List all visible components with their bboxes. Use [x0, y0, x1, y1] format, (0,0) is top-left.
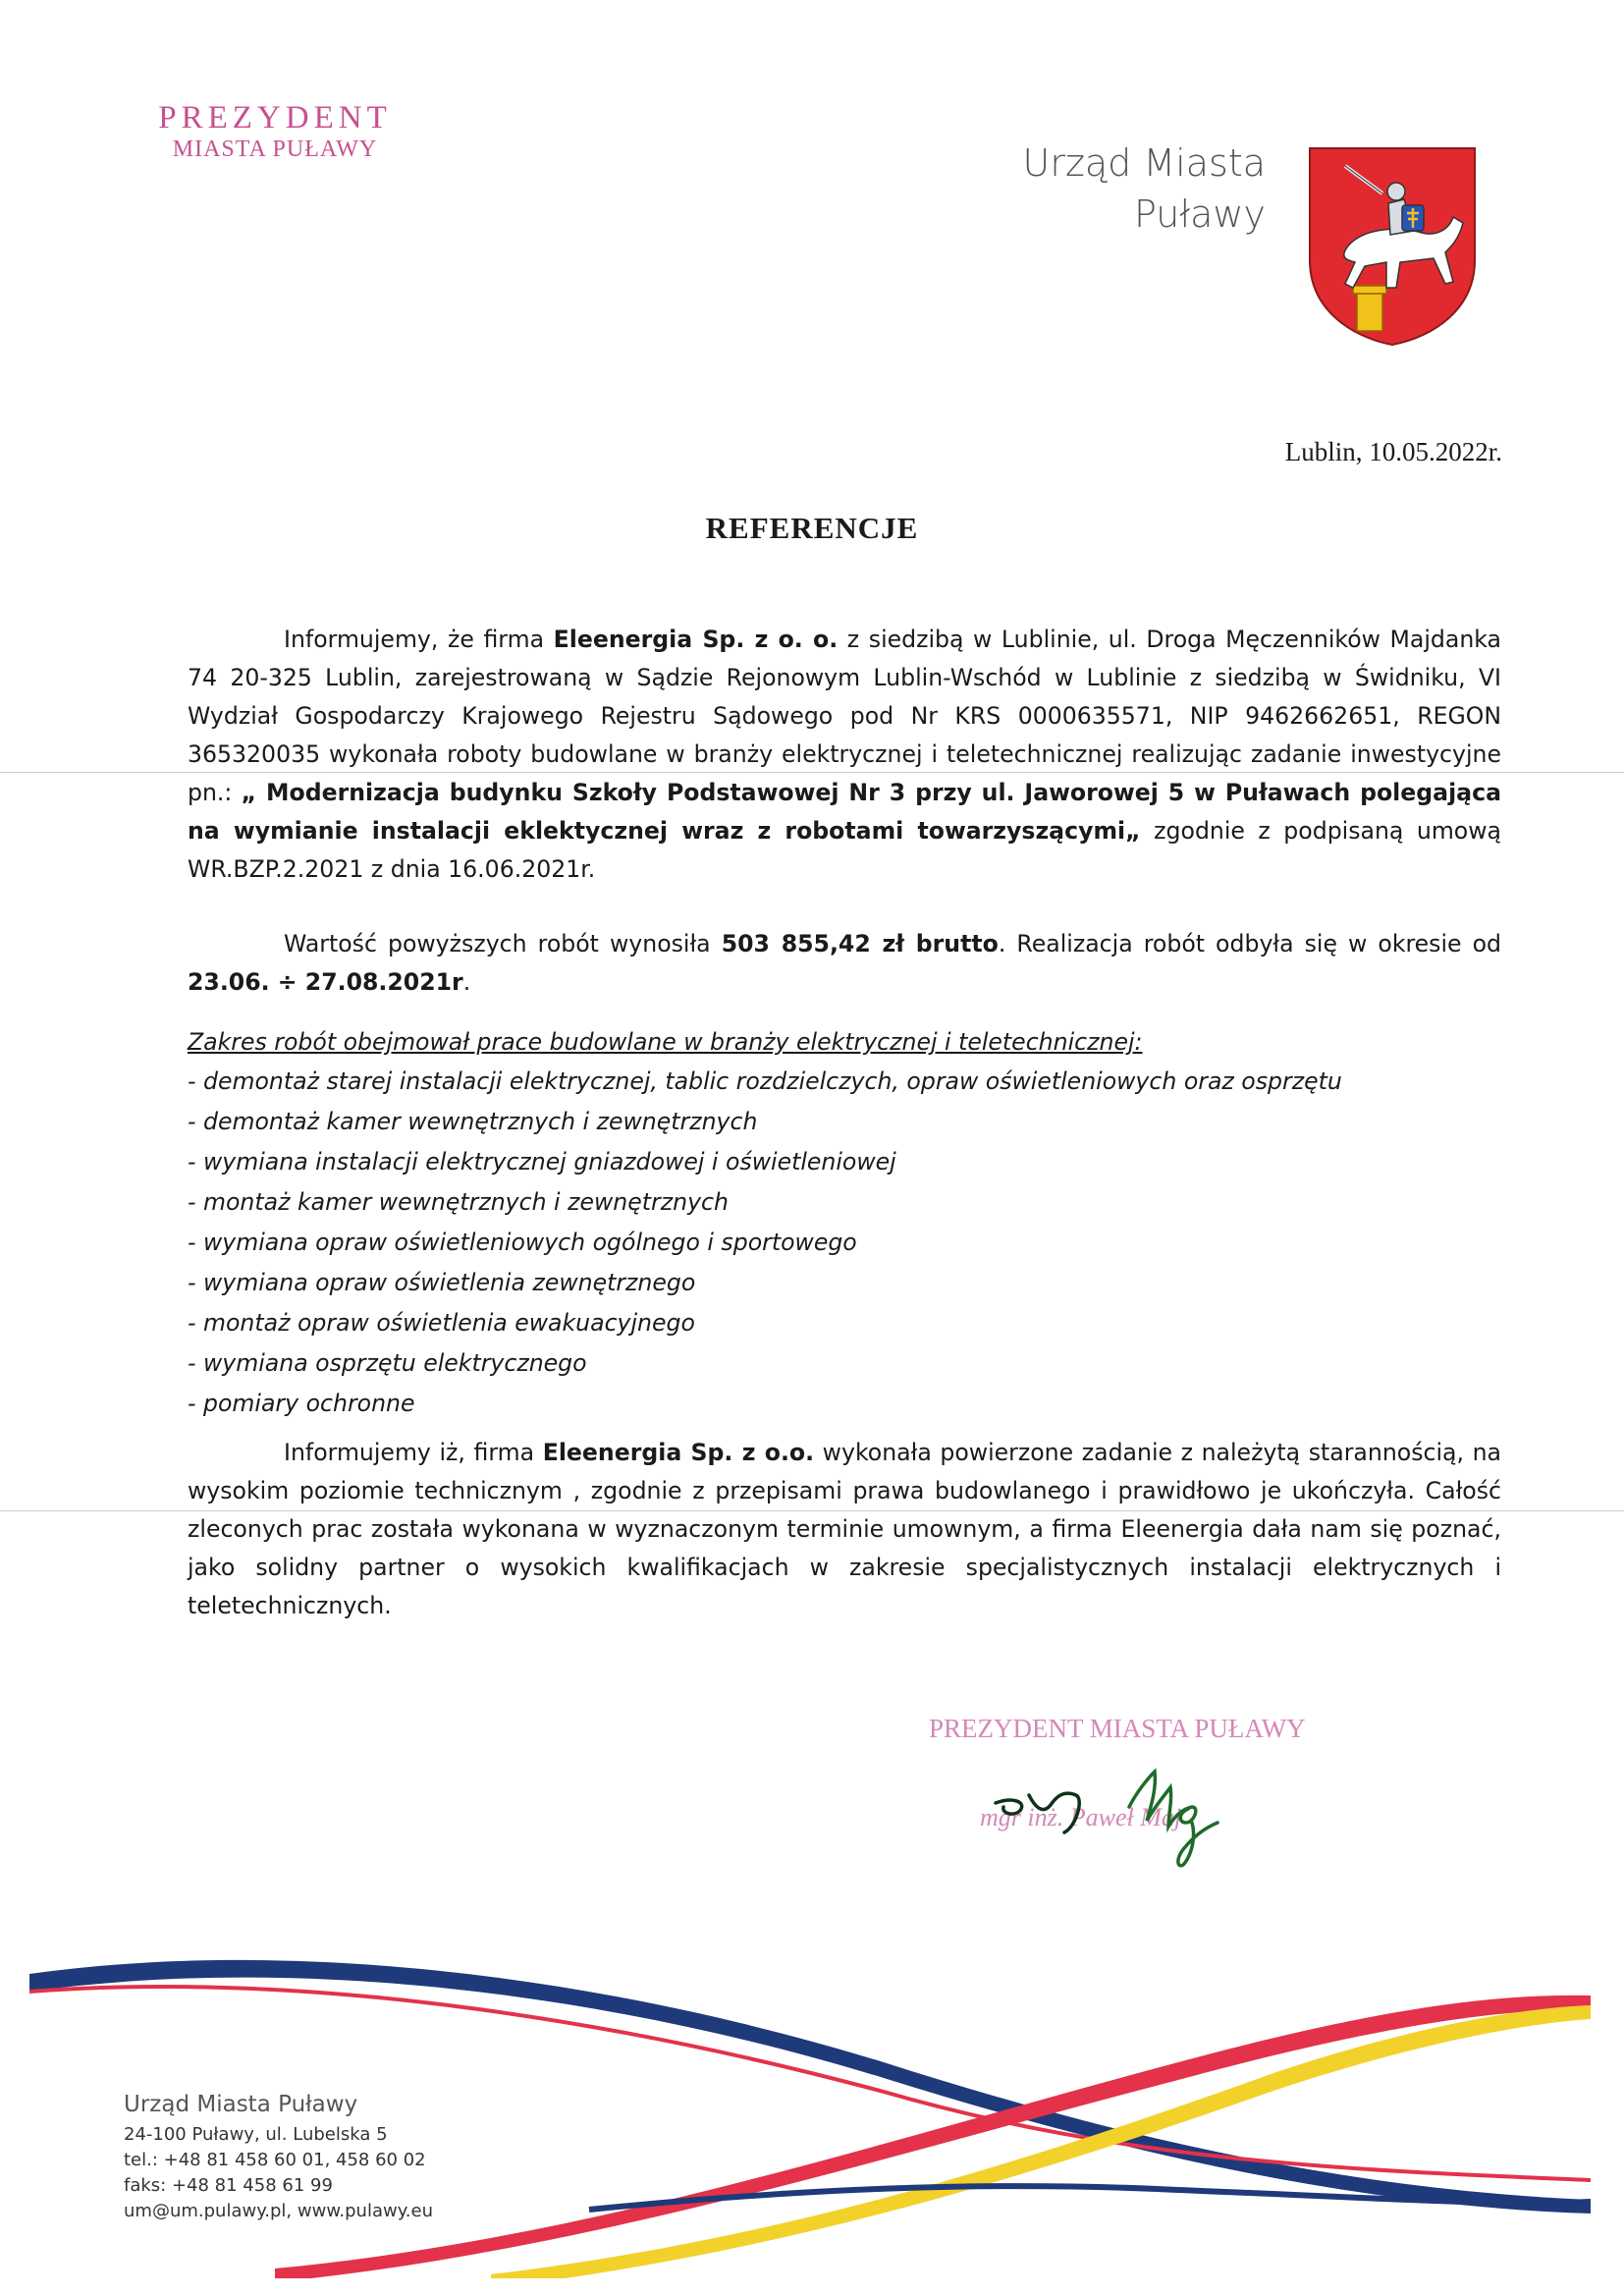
scope-title: Zakres robót obejmował prace budowlane w branży elektrycznej i teletechnicznej:: [188, 1028, 1143, 1056]
para3-text-2: wykonała powierzone zadanie z należytą starannością, na wysokim poziomie technicznym , zgodnie z przepisami prawa budowlanego i prawidłowo je ukończyła. Całość zleconych prac została wykonana w wyznaczonym terminie umownym, a firma Eleenergia dała nam się poznać, jako solidny partner o wysokich kwalifikacjach w zakresie specjalistycznych instalacji elektrycznych i teletechnicznych.: [188, 1439, 1502, 1619]
footer-address: 24-100 Puławy, ul. Lubelska 5: [124, 2124, 388, 2145]
footer-office-name: Urząd Miasta Puławy: [124, 2092, 358, 2117]
president-stamp: [118, 100, 432, 163]
scope-section: [188, 1023, 1501, 1424]
company-name: Eleenergia Sp. z o. o.: [553, 626, 839, 653]
paragraph-company-info: [188, 621, 1501, 889]
contract-value: 503 855,42 zł brutto: [721, 930, 999, 957]
scope-item: - montaż kamer wewnętrznych i zewnętrznych: [188, 1188, 729, 1216]
scope-item: - pomiary ochronne: [188, 1390, 415, 1417]
para2-text-1: Wartość powyższych robót wynosiła: [284, 930, 722, 957]
office-name-line-2: Puławy: [1134, 192, 1266, 236]
contract-period: 23.06. ÷ 27.08.2021r: [188, 968, 463, 996]
date-line: Lublin, 10.05.2022r.: [1284, 437, 1502, 466]
footer-fax: faks: +48 81 458 61 99: [124, 2175, 333, 2196]
project-name: „ Modernizacja budynku Szkoły Podstawowej Nr 3 przy ul. Jaworowej 5 w Puławach polegająca na wymianie instalacji eklektycznej wraz z robotami towarzyszącymi„: [188, 779, 1501, 845]
para2-text-3: .: [462, 968, 471, 996]
para1-text-2: z siedzibą w Lublinie, ul. Droga Męczenników Majdanka 74 20-325 Lublin, zarejestrowaną w Sądzie Rejonowym Lublin-Wschód w Lublinie z siedzibą w Świdniku, VI Wydział Gospodarczy Krajowego Rejestru Sądowego pod Nr KRS 0000635571, NIP 9462662651, REGON 365320035 wykonała roboty budowlane w branży elektrycznej i teletechnicznej realizując zadanie inwestycyjne pn.:: [188, 626, 1501, 806]
scope-item: - montaż opraw oświetlenia ewakuacyjnego: [188, 1309, 695, 1337]
office-name-line-1: Urząd Miasta: [1022, 141, 1266, 185]
signatory-name: mgr inż. Paweł Maj: [980, 1803, 1182, 1831]
scope-list: [188, 1062, 1501, 1424]
para2-text-2: . Realizacja robót odbyła się w okresie od: [998, 930, 1502, 957]
office-header: [1023, 137, 1266, 240]
document-title: REFERENCJE: [705, 511, 919, 545]
handwritten-signature: [982, 1738, 1257, 1876]
scope-item: - wymiana instalacji elektrycznej gniazdowej i oświetleniowej: [188, 1148, 896, 1175]
scope-item: - wymiana opraw oświetlenia zewnętrznego: [188, 1269, 696, 1296]
footer-contact: [124, 2087, 433, 2224]
footer-phone: tel.: +48 81 458 60 01, 458 60 02: [124, 2150, 426, 2170]
scope-item: - demontaż starej instalacji elektrycznej, tablic rozdzielczych, opraw oświetleniowych oraz osprzętu: [188, 1067, 1342, 1095]
paragraph-conclusion: [188, 1434, 1501, 1625]
paragraph-value: [188, 925, 1501, 1002]
footer-web: um@um.pulawy.pl, www.pulawy.eu: [124, 2201, 433, 2221]
company-name: Eleenergia Sp. z o.o.: [542, 1439, 815, 1466]
stamp-line-2: MIASTA PUŁAWY: [172, 137, 378, 162]
para1-text-3: zgodnie z podpisaną umową WR.BZP.2.2021 z dnia 16.06.2021r.: [188, 817, 1501, 883]
coat-of-arms-icon: [1306, 144, 1479, 349]
para1-text-1: Informujemy, że firma: [284, 626, 554, 653]
scope-item: - demontaż kamer wewnętrznych i zewnętrznych: [188, 1108, 758, 1135]
scope-item: - wymiana osprzętu elektrycznego: [188, 1349, 587, 1377]
signature-stamp: PREZYDENT MIASTA PUŁAWY: [929, 1714, 1306, 1743]
para3-text-1: Informujemy iż, firma: [284, 1439, 543, 1466]
scope-item: - wymiana opraw oświetleniowych ogólnego i sportowego: [188, 1229, 857, 1256]
stamp-line-1: PREZYDENT: [158, 100, 392, 136]
